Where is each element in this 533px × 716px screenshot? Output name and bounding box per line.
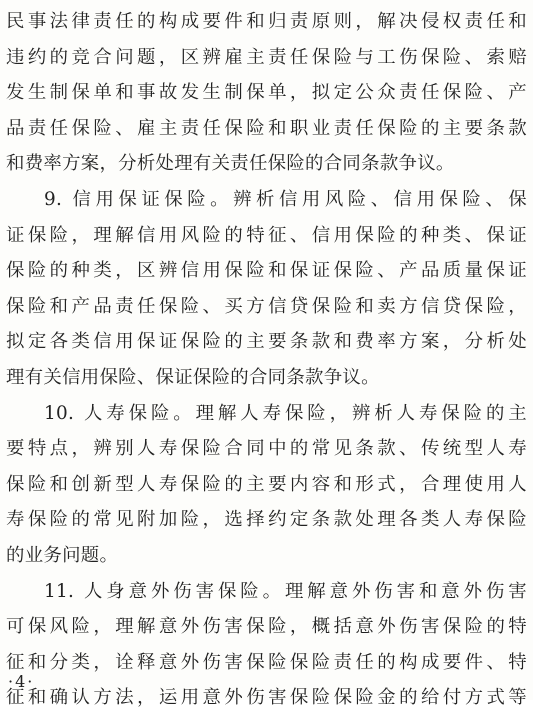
text-line: 寿保险的常见附加险，选择约定条款处理各类人寿保险 (6, 509, 527, 531)
text-line: 和费率方案，分析处理有关责任保险的合同条款争议。 (6, 153, 455, 175)
text-line: 发生制保单和事故发生制保单，拟定公众责任保险、产 (6, 82, 527, 104)
text-line: 的业务问题。 (6, 544, 119, 566)
text-line: 要特点，辨别人寿保险合同中的常见条款、传统型人寿 (6, 438, 527, 460)
text-line: 拟定各类信用保证保险的主要条款和费率方案，分析处 (6, 331, 527, 353)
section-11-heading-line: 11. 人身意外伤害保险。理解意外伤害和意外伤害 (44, 580, 527, 602)
text-line: 保险的种类，区辨信用保险和保证保险、产品质量保证 (6, 260, 527, 282)
body-text (6, 4, 527, 716)
section-9-heading-line: 9. 信用保证保险。辨析信用风险、信用保险、保 (44, 188, 527, 210)
section-10-heading-line: 10. 人寿保险。理解人寿保险，辨析人寿保险的主 (44, 402, 527, 424)
text-line: 证保险，理解信用风险的特征、信用保险的种类、保证 (6, 224, 527, 246)
text-line: 品责任保险、雇主责任保险和职业责任保险的主要条款 (6, 117, 527, 139)
text-line: 保险和创新型人寿保险的主要内容和形式，合理使用人 (6, 473, 527, 495)
text-line: 民事法律责任的构成要件和归责原则，解决侵权责任和 (6, 11, 527, 32)
text-line: 征和分类，诠释意外伤害保险保险责任的构成要件、特 (6, 651, 527, 673)
text-line: 征和确认方法，运用意外伤害保险保险金的给付方式等 (6, 687, 527, 709)
text-line: 可保风险，理解意外伤害保险，概括意外伤害保险的特 (6, 616, 527, 638)
text-line: 保险和产品责任保险、买方信贷保险和卖方信贷保险， (6, 295, 527, 317)
text-line: 违约的竞合问题，区辨雇主责任保险与工伤保险、索赔 (6, 46, 527, 68)
text-line: 理有关信用保险、保证保险的合同条款争议。 (6, 366, 380, 388)
page-number: ·4· (8, 672, 35, 691)
